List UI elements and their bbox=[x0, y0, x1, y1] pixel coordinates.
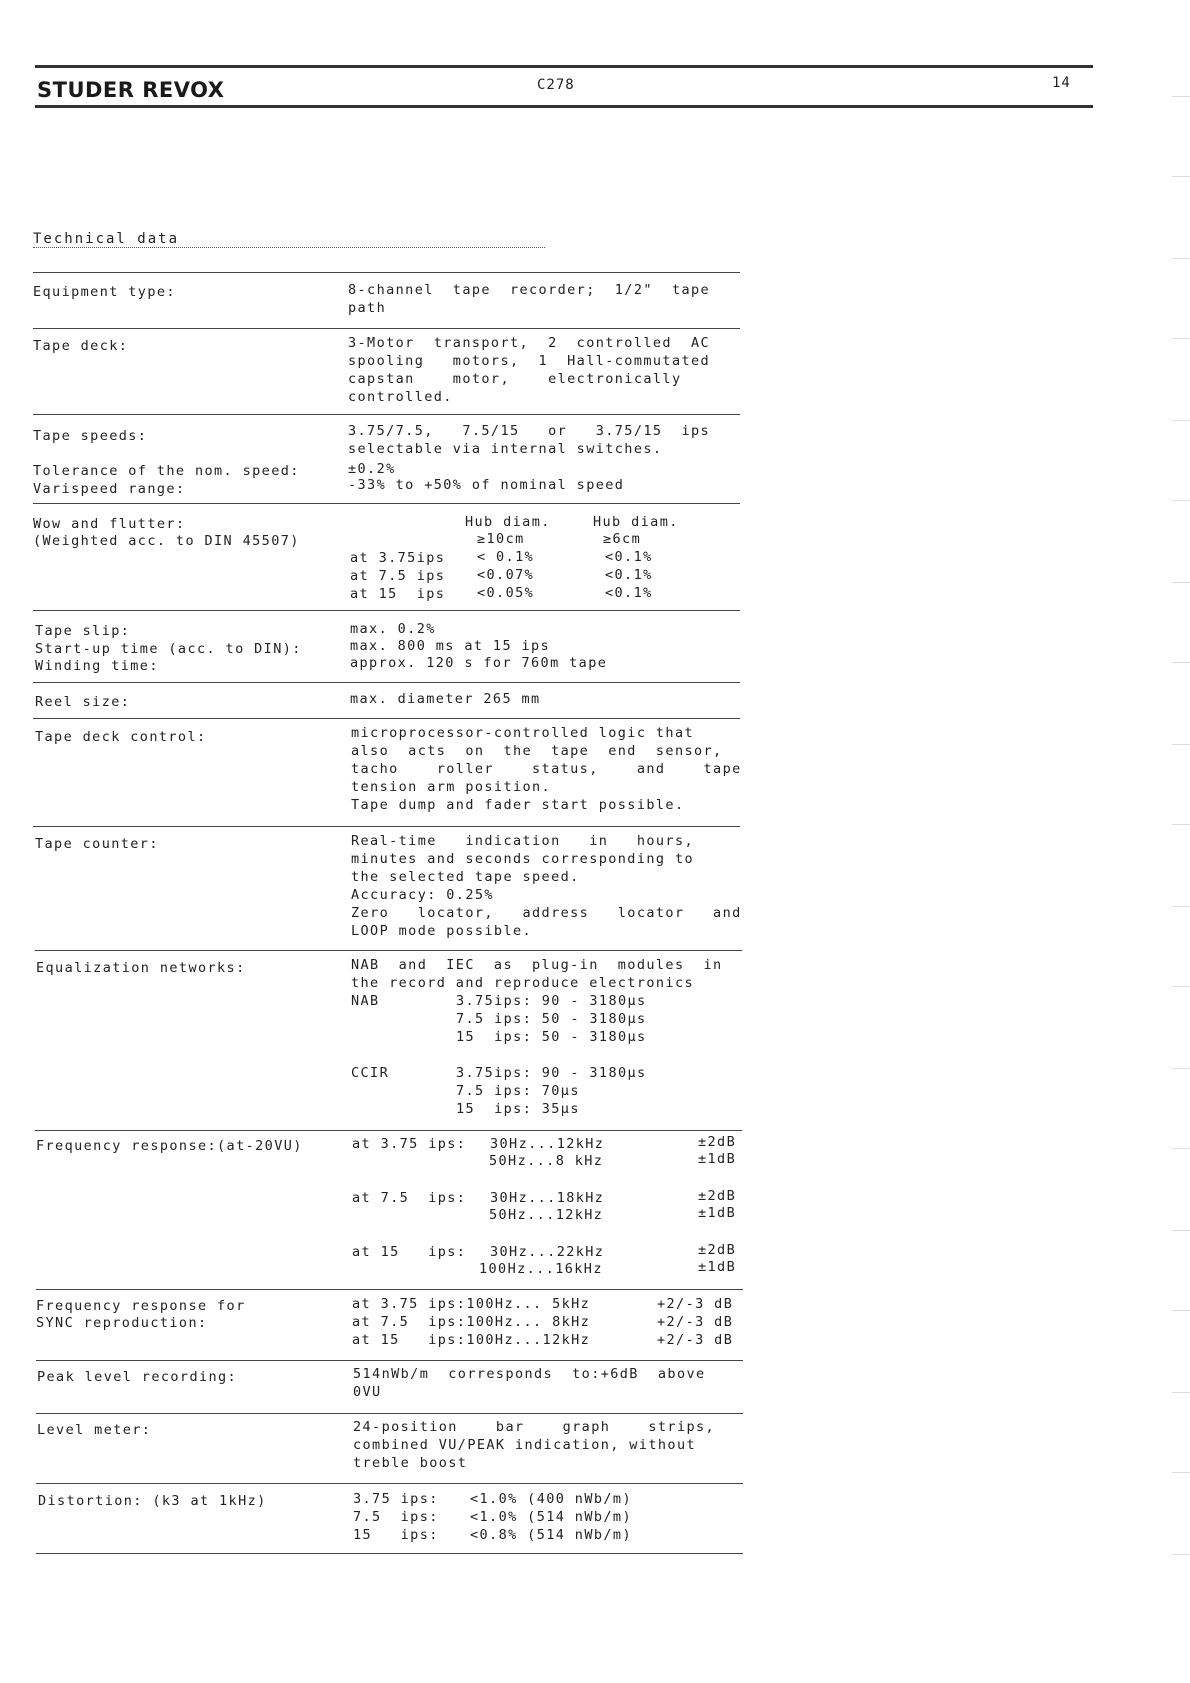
spec-value-counter-6: LOOP mode possible. bbox=[351, 923, 533, 939]
scan-mark bbox=[1172, 420, 1190, 421]
spec-value-meter-1: 24-position bar graph strips, bbox=[353, 1419, 716, 1435]
freq-range: 30Hz...12kHz bbox=[490, 1136, 605, 1152]
sync-row: at 7.5 ips:100Hz... 8kHz bbox=[352, 1314, 591, 1330]
scan-mark bbox=[1172, 662, 1190, 663]
spec-value-deck-4: controlled. bbox=[348, 389, 453, 405]
row-divider bbox=[36, 1553, 743, 1554]
row-divider bbox=[33, 328, 740, 329]
spec-value-counter-3: the selected tape speed. bbox=[351, 869, 580, 885]
distortion-speed: 15 ips: bbox=[353, 1527, 439, 1543]
sync-tolerance: +2/-3 dB bbox=[657, 1296, 734, 1312]
freq-range: 50Hz...8 kHz bbox=[489, 1153, 604, 1169]
eq-nab-label: NAB bbox=[351, 993, 380, 1009]
wow-row-speed: at 3.75ips bbox=[350, 550, 446, 566]
wow-row-speed: at 7.5 ips bbox=[350, 568, 446, 584]
sync-row: at 3.75 ips:100Hz... 5kHz bbox=[352, 1296, 591, 1312]
wow-row-v1: <0.05% bbox=[477, 585, 535, 601]
scan-mark bbox=[1172, 176, 1190, 177]
spec-label-varispeed: Varispeed range: bbox=[33, 481, 186, 497]
wow-row-v1: <0.07% bbox=[477, 567, 535, 583]
freq-tolerance: ±2dB bbox=[698, 1242, 737, 1258]
scan-mark bbox=[1172, 1310, 1190, 1311]
spec-value-control-1: microprocessor-controlled logic that bbox=[351, 725, 694, 741]
freq-tolerance: ±1dB bbox=[698, 1205, 737, 1221]
spec-value-peak-1: 514nWb/m corresponds to:+6dB above bbox=[353, 1366, 706, 1382]
spec-value-meter-2: combined VU/PEAK indication, without bbox=[353, 1437, 696, 1453]
freq-range: 100Hz...16kHz bbox=[479, 1261, 603, 1277]
spec-label-control: Tape deck control: bbox=[35, 729, 207, 745]
spec-value-eq-intro-1: NAB and IEC as plug-in modules in bbox=[351, 957, 723, 973]
spec-value-deck-3: capstan motor, electronically bbox=[348, 371, 682, 387]
eq-ccir-line: 15 ips: 35µs bbox=[456, 1101, 580, 1117]
spec-value-counter-2: minutes and seconds corresponding to bbox=[351, 851, 694, 867]
freq-range: 30Hz...22kHz bbox=[490, 1244, 605, 1260]
spec-value-startup: max. 800 ms at 15 ips bbox=[350, 638, 551, 654]
scan-mark bbox=[1172, 258, 1190, 259]
freq-tolerance: ±1dB bbox=[698, 1259, 737, 1275]
scan-mark bbox=[1172, 906, 1190, 907]
spec-value-deck-2: spooling motors, 1 Hall-commutated bbox=[348, 353, 711, 369]
spec-value-counter-5: Zero locator, address locator and bbox=[351, 905, 742, 921]
row-divider bbox=[33, 718, 740, 719]
spec-value-eq-intro-2: the record and reproduce electronics bbox=[351, 975, 694, 991]
spec-label-equipment: Equipment type: bbox=[33, 284, 176, 300]
row-divider bbox=[36, 1289, 743, 1290]
distortion-value: <0.8% (514 nWb/m) bbox=[470, 1527, 632, 1543]
distortion-speed: 3.75 ips: bbox=[353, 1491, 439, 1507]
spec-value-control-3: tacho roller status, and tape bbox=[351, 761, 742, 777]
wow-row-v2: <0.1% bbox=[605, 549, 653, 565]
spec-value-tolerance: ±0.2% bbox=[348, 461, 396, 477]
sync-row: at 15 ips:100Hz...12kHz bbox=[352, 1332, 591, 1348]
spec-label-counter: Tape counter: bbox=[35, 836, 159, 852]
spec-value-speeds-1: 3.75/7.5, 7.5/15 or 3.75/15 ips bbox=[348, 423, 711, 439]
wow-col2-head-2: ≥6cm bbox=[603, 531, 642, 547]
wow-row-speed: at 15 ips bbox=[350, 586, 446, 602]
scan-mark bbox=[1172, 1230, 1190, 1231]
row-divider bbox=[33, 826, 740, 827]
spec-label-tolerance: Tolerance of the nom. speed: bbox=[33, 463, 300, 479]
eq-nab-line: 3.75ips: 90 - 3180µs bbox=[456, 993, 647, 1009]
freq-range: 50Hz...12kHz bbox=[489, 1207, 604, 1223]
row-divider bbox=[36, 1413, 743, 1414]
row-divider bbox=[35, 950, 742, 951]
spec-label-reel: Reel size: bbox=[35, 694, 131, 710]
scan-mark bbox=[1172, 582, 1190, 583]
spec-label-peak: Peak level recording: bbox=[37, 1369, 238, 1385]
row-divider bbox=[33, 414, 740, 415]
scan-mark bbox=[1172, 1554, 1190, 1555]
spec-label-wow-din: (Weighted acc. to DIN 45507) bbox=[33, 533, 300, 549]
spec-label-wow: Wow and flutter: bbox=[33, 516, 186, 532]
freq-speed: at 7.5 ips: bbox=[352, 1190, 467, 1206]
spec-value-winding: approx. 120 s for 760m tape bbox=[350, 655, 608, 671]
wow-col1-head-1: Hub diam. bbox=[465, 514, 551, 530]
spec-value-slip: max. 0.2% bbox=[350, 621, 436, 637]
spec-label-winding: Winding time: bbox=[35, 658, 159, 674]
spec-label-deck: Tape deck: bbox=[33, 338, 129, 354]
row-divider bbox=[33, 272, 740, 273]
scan-mark bbox=[1172, 1148, 1190, 1149]
freq-speed: at 15 ips: bbox=[352, 1244, 467, 1260]
row-divider bbox=[36, 1360, 743, 1361]
eq-nab-line: 15 ips: 50 - 3180µs bbox=[456, 1029, 647, 1045]
spec-value-equipment-2: path bbox=[348, 300, 387, 316]
spec-value-varispeed: -33% to +50% of nominal speed bbox=[348, 477, 625, 493]
spec-value-peak-2: 0VU bbox=[353, 1384, 382, 1400]
spec-value-deck-1: 3-Motor transport, 2 controlled AC bbox=[348, 335, 711, 351]
spec-label-sync: Frequency response for bbox=[36, 1298, 246, 1314]
wow-row-v2: <0.1% bbox=[605, 585, 653, 601]
spec-value-reel: max. diameter 265 mm bbox=[350, 691, 541, 707]
scan-mark bbox=[1172, 96, 1190, 97]
spec-label-freq: Frequency response:(at-20VU) bbox=[36, 1138, 303, 1154]
spec-value-speeds-2: selectable via internal switches. bbox=[348, 441, 663, 457]
distortion-value: <1.0% (400 nWb/m) bbox=[470, 1491, 632, 1507]
spec-label-speeds: Tape speeds: bbox=[33, 428, 148, 444]
model-number: C278 bbox=[537, 77, 575, 93]
spec-value-control-2: also acts on the tape end sensor, bbox=[351, 743, 723, 759]
wow-col2-head-1: Hub diam. bbox=[593, 514, 679, 530]
scan-mark bbox=[1172, 824, 1190, 825]
spec-label-slip: Tape slip: bbox=[35, 623, 131, 639]
eq-ccir-label: CCIR bbox=[351, 1065, 390, 1081]
scan-mark bbox=[1172, 1392, 1190, 1393]
distortion-speed: 7.5 ips: bbox=[353, 1509, 439, 1525]
spec-value-counter-1: Real-time indication in hours, bbox=[351, 833, 694, 849]
wow-col1-head-2: ≥10cm bbox=[477, 531, 525, 547]
spec-label-startup: Start-up time (acc. to DIN): bbox=[35, 641, 302, 657]
page-number: 14 bbox=[1052, 75, 1071, 91]
spec-label-eq: Equalization networks: bbox=[36, 960, 246, 976]
spec-value-equipment-1: 8-channel tape recorder; 1/2" tape bbox=[348, 282, 711, 298]
brand-logo: STUDER REVOX bbox=[37, 78, 225, 102]
freq-tolerance: ±1dB bbox=[698, 1151, 737, 1167]
section-underline bbox=[33, 247, 545, 248]
freq-speed: at 3.75 ips: bbox=[352, 1136, 467, 1152]
row-divider bbox=[36, 1483, 743, 1484]
scan-mark bbox=[1172, 500, 1190, 501]
scan-mark bbox=[1172, 338, 1190, 339]
distortion-value: <1.0% (514 nWb/m) bbox=[470, 1509, 632, 1525]
spec-value-counter-4: Accuracy: 0.25% bbox=[351, 887, 494, 903]
eq-ccir-line: 7.5 ips: 70µs bbox=[456, 1083, 580, 1099]
row-divider bbox=[33, 682, 740, 683]
freq-tolerance: ±2dB bbox=[698, 1188, 737, 1204]
scan-mark bbox=[1172, 1068, 1190, 1069]
spec-value-control-5: Tape dump and fader start possible. bbox=[351, 797, 685, 813]
eq-ccir-line: 3.75ips: 90 - 3180µs bbox=[456, 1065, 647, 1081]
wow-row-v1: < 0.1% bbox=[477, 549, 535, 565]
scan-mark bbox=[1172, 1472, 1190, 1473]
row-divider bbox=[33, 610, 740, 611]
freq-range: 30Hz...18kHz bbox=[490, 1190, 605, 1206]
spec-label-distortion: Distortion: (k3 at 1kHz) bbox=[38, 1493, 267, 1509]
header-top-rule bbox=[35, 65, 1093, 68]
spec-label-meter: Level meter: bbox=[37, 1422, 152, 1438]
spec-value-control-4: tension arm position. bbox=[351, 779, 552, 795]
row-divider bbox=[33, 503, 740, 504]
scan-mark bbox=[1172, 744, 1190, 745]
spec-label-sync-2: SYNC reproduction: bbox=[36, 1315, 208, 1331]
section-title: Technical data bbox=[33, 231, 180, 247]
freq-tolerance: ±2dB bbox=[698, 1134, 737, 1150]
spec-value-meter-3: treble boost bbox=[353, 1455, 468, 1471]
row-divider bbox=[35, 1130, 742, 1131]
scan-mark bbox=[1172, 986, 1190, 987]
eq-nab-line: 7.5 ips: 50 - 3180µs bbox=[456, 1011, 647, 1027]
wow-row-v2: <0.1% bbox=[605, 567, 653, 583]
sync-tolerance: +2/-3 dB bbox=[657, 1332, 734, 1348]
header-bottom-rule bbox=[35, 105, 1093, 108]
sync-tolerance: +2/-3 dB bbox=[657, 1314, 734, 1330]
